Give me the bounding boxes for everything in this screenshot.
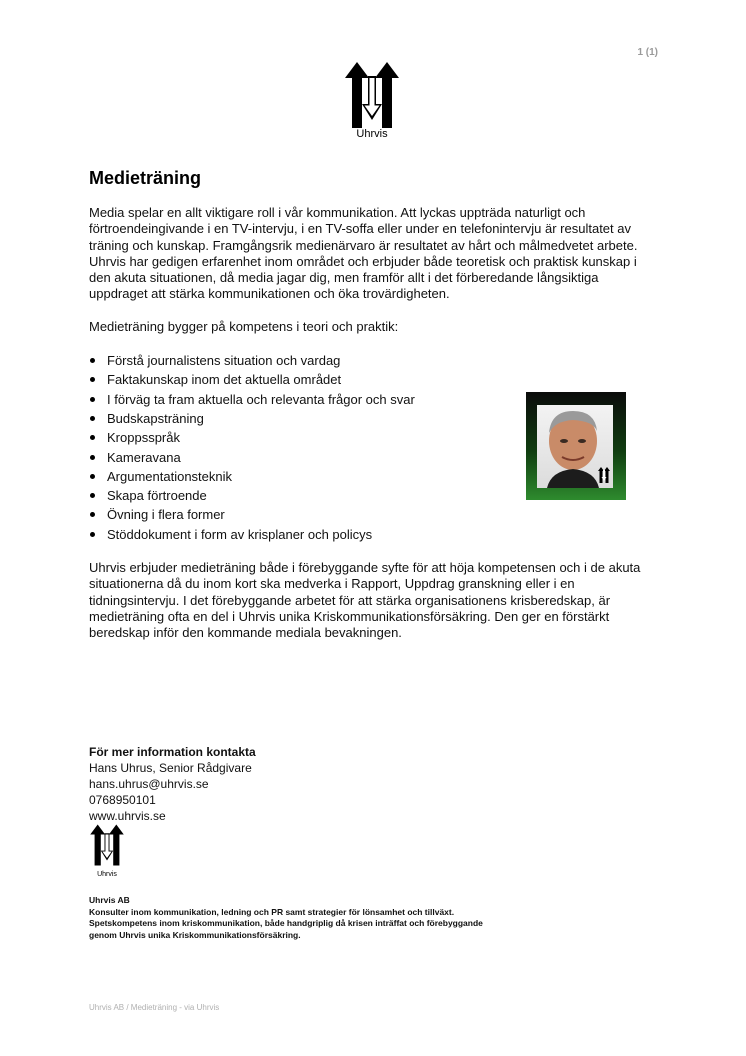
company-line-2: Spetskompetens inom kriskommunikation, både handgriplig då krisen inträffat och förebyggande (89, 918, 483, 928)
contact-header: För mer information kontakta (89, 745, 256, 759)
portrait-photo (526, 392, 626, 500)
logo-small-text: Uhrvis (97, 871, 117, 878)
list-item: Stöddokument i form av krisplaner och policys (89, 525, 649, 544)
portrait-image (537, 405, 613, 488)
list-item: I förväg ta fram aktuella och relevanta frågor och svar (89, 390, 649, 409)
list-item: Kameravana (89, 448, 649, 467)
list-item: Argumentationsteknik (89, 467, 649, 486)
list-intro: Medieträning bygger på kompetens i teori och praktik: (89, 318, 399, 334)
intro-paragraph-1: Media spelar en allt viktigare roll i vår kommunikation. Att lyckas uppträda naturligt och förtroendeingivande i en TV-intervju, i en TV-soffa eller under en telefonintervju är resultatet av träning och kunskap. Framgångsrik medienärvaro är resultatet av hårt och målmedvetet arbete. (89, 205, 638, 253)
face-illustration (537, 405, 613, 488)
up-down-arrows-icon (89, 822, 125, 868)
contact-email[interactable]: hans.uhrus@uhrvis.se (89, 777, 209, 791)
page-footer: Uhrvis AB / Medieträning - via Uhrvis (89, 1003, 220, 1012)
list-item: Faktakunskap inom det aktuella området (89, 370, 649, 389)
page-number: 1 (1) (637, 47, 658, 58)
company-line-1: Konsulter inom kommunikation, ledning och PR samt strategier för lönsamhet och tillväxt. (89, 906, 455, 917)
contact-web[interactable]: www.uhrvis.se (89, 809, 166, 823)
list-item: Förstå journalistens situation och vardag (89, 351, 649, 370)
contact-phone: 0768950101 (89, 793, 156, 807)
closing-paragraph: Uhrvis erbjuder medieträning både i förebyggande syfte för att höja kompetensen och i de akuta situationerna då du inom kort ska medverka i Rapport, Uppdrag granskning eller i en tidningsintervju. I det förebyggande arbetet för att stärka organisationens krisberedskap, är medieträning ofta en del i Uhrvis unika Kriskommunikationsförsäkring. Den ger en förstärkt beredskap inför den kommande mediala bevakningen. (89, 560, 641, 641)
logo-text: Uhrvis (356, 128, 388, 140)
company-info (89, 895, 483, 941)
list-item: Budskapsträning (89, 409, 649, 428)
list-item: Skapa förtroende (89, 486, 649, 505)
page-title: Medieträning (89, 168, 202, 188)
uhrvis-logo-small (89, 822, 125, 878)
contact-block (89, 744, 256, 824)
contact-name: Hans Uhrus, Senior Rådgivare (89, 761, 252, 775)
list-item: Kroppsspråk (89, 428, 649, 447)
company-line-3: genom Uhrvis unika Kriskommunikationsförsäkring. (89, 929, 301, 940)
company-name: Uhrvis AB (89, 895, 130, 905)
list-item: Övning i flera former (89, 505, 649, 524)
uhrvis-logo (343, 60, 401, 142)
intro-paragraph-2: Uhrvis har gedigen erfarenhet inom området och erbjuder både teoretisk och praktisk kunskap i den akuta situationen, då media jagar dig, men framför allt i det förberedande långsiktiga uppdraget att stärka kommunikationen och öka trovärdigheten. (89, 253, 637, 302)
up-down-arrows-icon (343, 60, 401, 130)
